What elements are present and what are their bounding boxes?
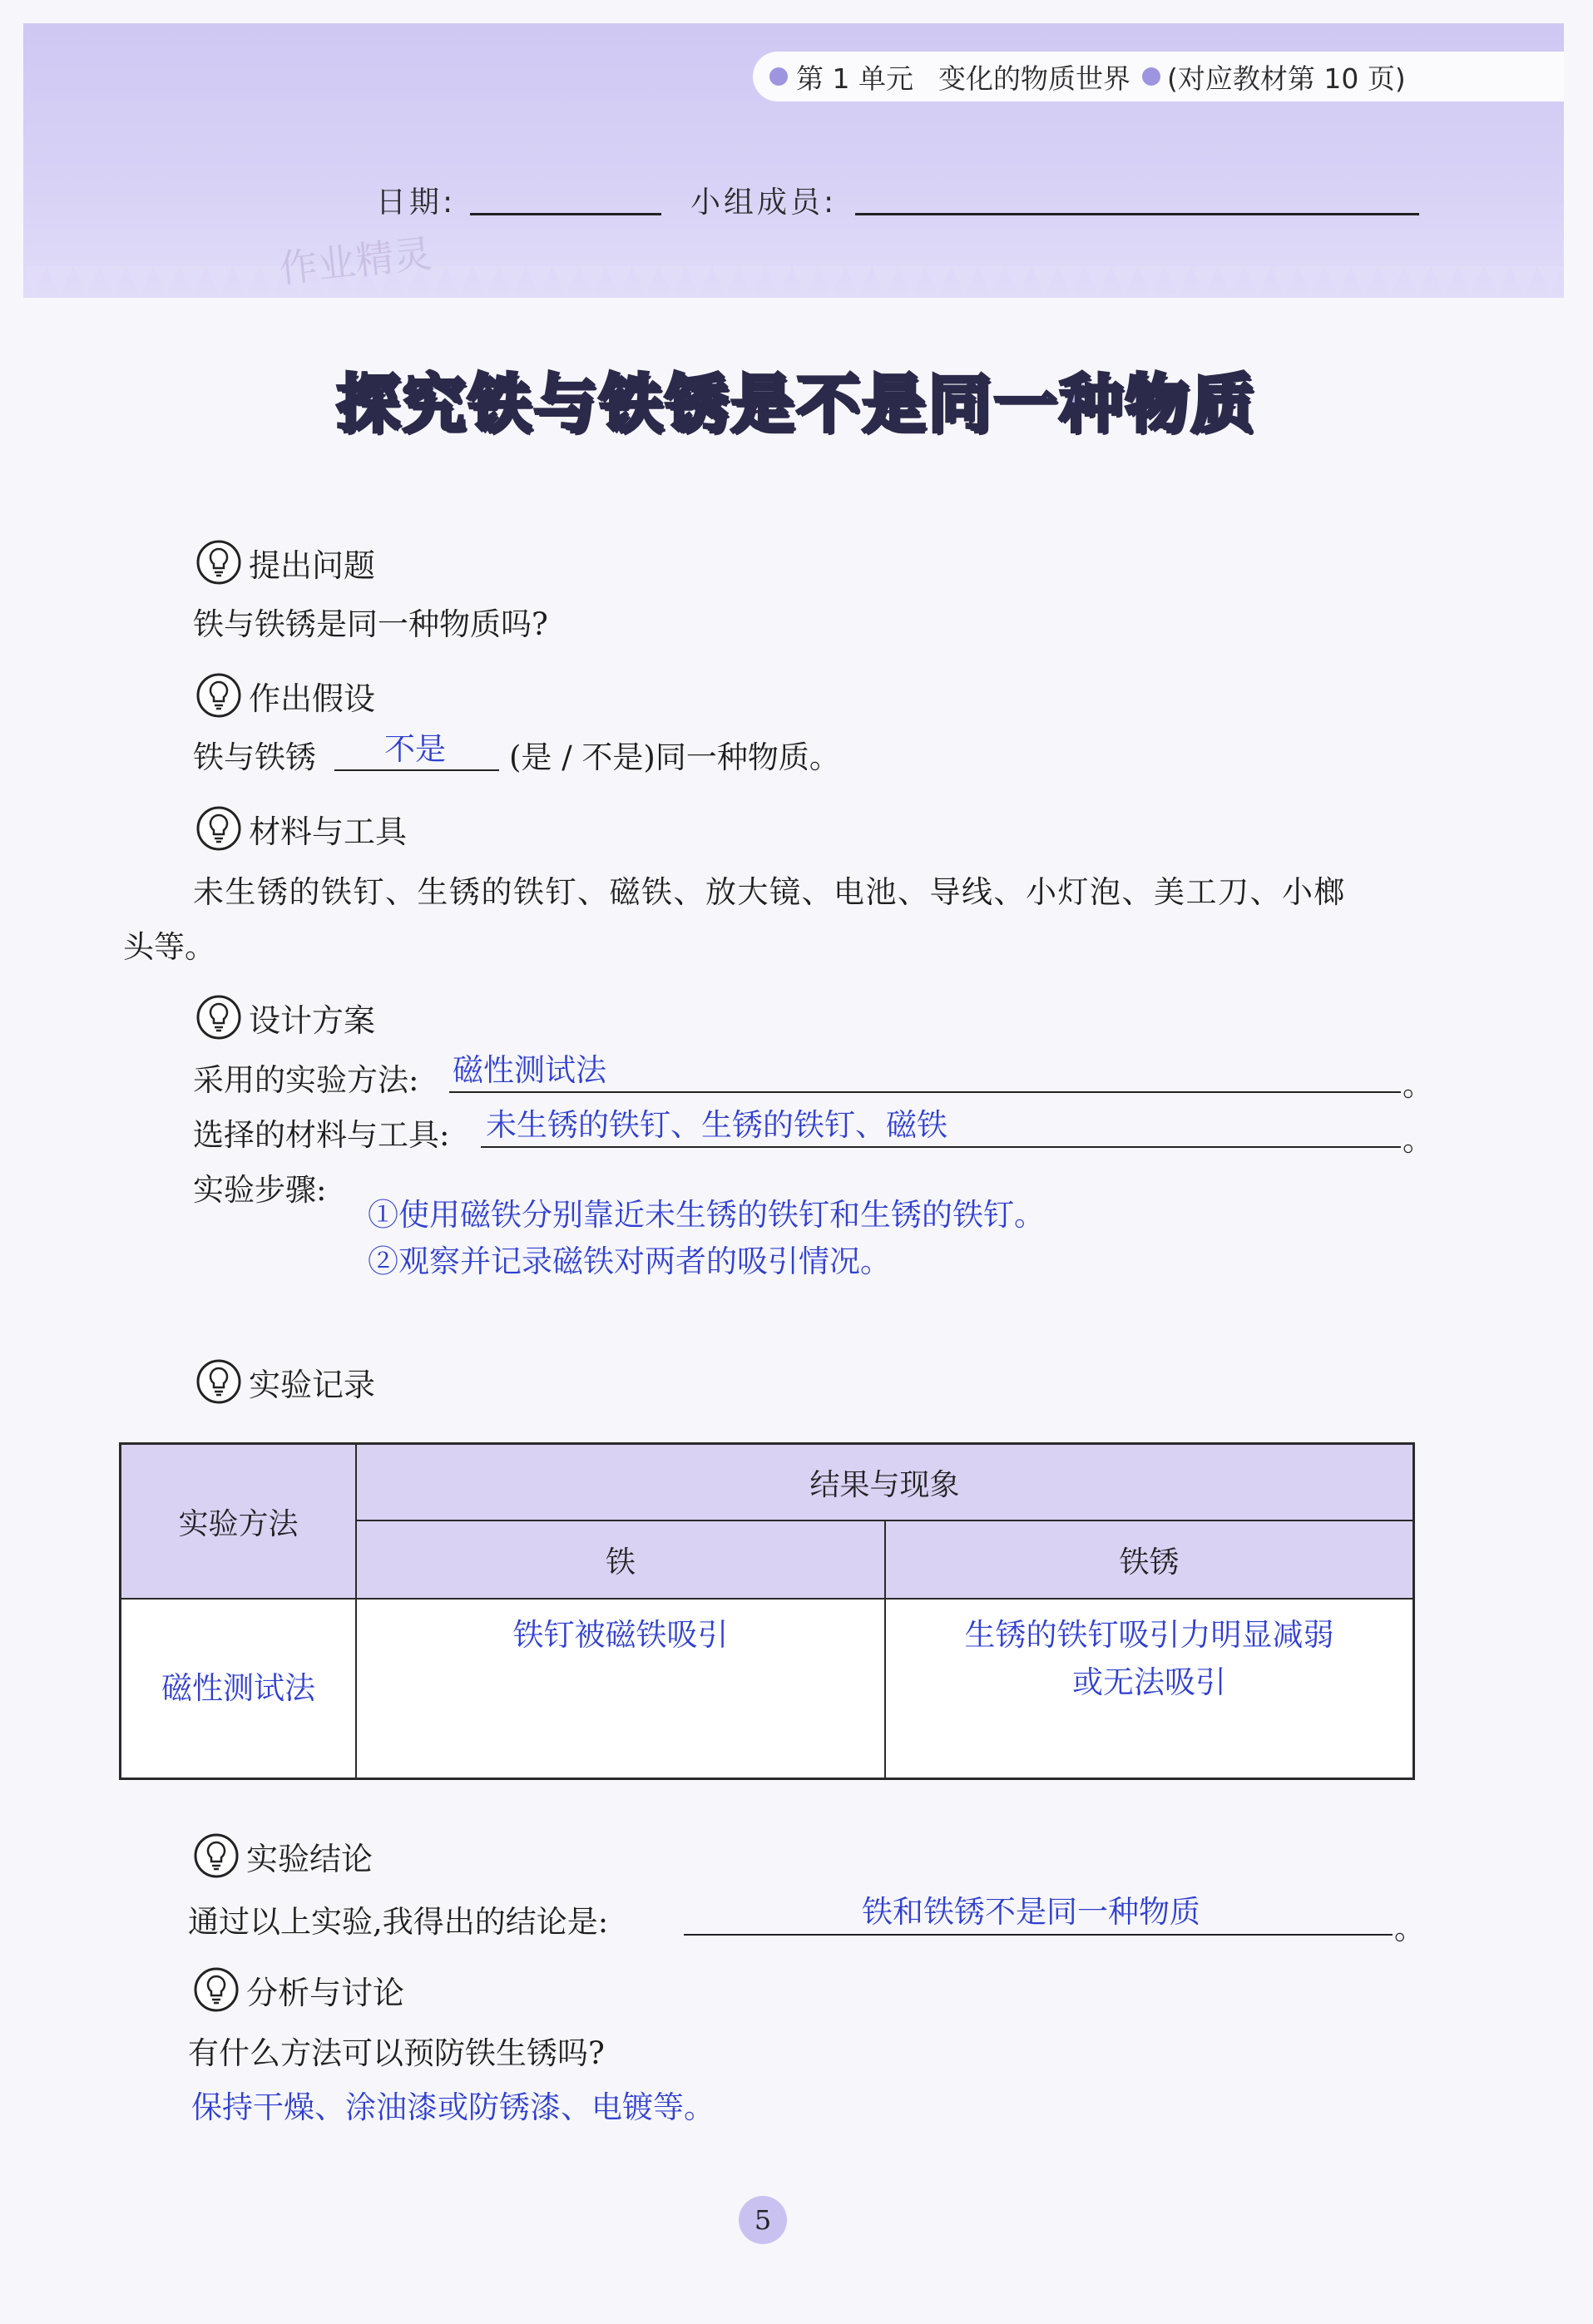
conclusion-period: 。 [1394, 1911, 1425, 1946]
table-cell-rust-line-2: 或无法吸引 [1072, 1664, 1226, 1701]
lightbulb-icon [195, 994, 242, 1041]
method-label: 采用的实验方法: [193, 1062, 419, 1098]
section-heading-discussion [193, 1966, 404, 2013]
unit-number: 第 1 单元 [796, 62, 913, 95]
method-answer[interactable]: 磁性测试法 [453, 1052, 606, 1088]
steps-label: 实验步骤: [193, 1172, 327, 1208]
lightbulb-icon [195, 805, 242, 852]
section-heading-text: 实验记录 [249, 1366, 376, 1403]
hypothesis-prefix: 铁与铁锈 [193, 739, 316, 775]
tools-label: 选择的材料与工具: [193, 1117, 450, 1153]
unit-title: 变化的物质世界 [937, 62, 1130, 95]
lightbulb-icon [193, 1966, 240, 2013]
record-table [119, 1442, 1415, 1780]
hypothesis-suffix: (是 / 不是)同一种物质。 [509, 739, 840, 775]
date-label: 日期: [376, 185, 457, 220]
watermark-logo: 作业精灵 [276, 230, 434, 292]
section-heading-hypothesis [195, 672, 375, 719]
section-heading-design [195, 994, 375, 1041]
method-blank-line [449, 1091, 1401, 1093]
header-zigzag-edge [23, 266, 1564, 299]
members-field[interactable] [855, 213, 1419, 215]
lightbulb-icon [193, 1832, 240, 1879]
members-label: 小组成员: [690, 185, 838, 220]
conclusion-blank-line [684, 1934, 1393, 1936]
table-cell-rust[interactable] [886, 1600, 1412, 1778]
lightbulb-icon [195, 539, 242, 586]
step-1[interactable]: ①使用磁铁分别靠近未生锈的铁钉和生锈的铁钉。 [368, 1197, 1045, 1233]
table-header-results: 结果与现象 [357, 1445, 1412, 1521]
section-heading-text: 材料与工具 [249, 813, 408, 850]
hypothesis-answer[interactable]: 不是 [384, 731, 446, 767]
bullet-dot-icon [1142, 67, 1160, 86]
tools-blank-line [481, 1146, 1401, 1148]
question-text: 铁与铁锈是同一种物质吗? [193, 606, 548, 642]
section-heading-question [195, 539, 375, 586]
conclusion-label: 通过以上实验,我得出的结论是: [188, 1904, 609, 1940]
section-heading-text: 提出问题 [249, 546, 376, 584]
materials-line-1: 未生锈的铁钉、生锈的铁钉、磁铁、放大镜、电池、导线、小灯泡、美工刀、小榔 [193, 874, 1346, 910]
section-heading-text: 作出假设 [249, 680, 376, 717]
date-field[interactable] [470, 213, 661, 215]
textbook-reference: (对应教材第 10 页) [1166, 62, 1406, 95]
table-header-rust: 铁锈 [886, 1521, 1412, 1600]
page-number: 5 [739, 2196, 787, 2244]
table-header-iron: 铁 [357, 1521, 886, 1600]
page-title: 探究铁与铁锈是不是同一种物质 [336, 367, 1257, 441]
table-header-method: 实验方法 [121, 1445, 357, 1600]
lightbulb-icon [195, 1358, 242, 1405]
section-heading-materials [195, 805, 407, 852]
section-heading-record [195, 1358, 375, 1405]
hypothesis-blank-line [334, 769, 499, 771]
discussion-question: 有什么方法可以预防铁生锈吗? [188, 2035, 605, 2071]
tools-period: 。 [1403, 1122, 1433, 1158]
materials-line-2: 头等。 [123, 929, 215, 965]
section-heading-text: 分析与讨论 [246, 1974, 405, 2011]
section-heading-text: 实验结论 [246, 1840, 374, 1877]
tools-answer[interactable]: 未生锈的铁钉、生锈的铁钉、磁铁 [486, 1107, 947, 1143]
conclusion-answer[interactable]: 铁和铁锈不是同一种物质 [862, 1894, 1200, 1930]
section-heading-conclusion [193, 1832, 373, 1879]
unit-header [753, 52, 1564, 101]
bullet-dot-icon [769, 67, 788, 86]
method-period: 。 [1403, 1067, 1433, 1103]
table-cell-iron[interactable]: 铁钉被磁铁吸引 [357, 1600, 886, 1778]
table-cell-method[interactable]: 磁性测试法 [121, 1600, 357, 1778]
table-cell-rust-line-1: 生锈的铁钉吸引力明显减弱 [964, 1617, 1334, 1653]
step-2[interactable]: ②观察并记录磁铁对两者的吸引情况。 [368, 1244, 891, 1279]
lightbulb-icon [195, 672, 242, 719]
section-heading-text: 设计方案 [249, 1001, 376, 1039]
discussion-answer[interactable]: 保持干燥、涂油漆或防锈漆、电镀等。 [191, 2089, 715, 2125]
